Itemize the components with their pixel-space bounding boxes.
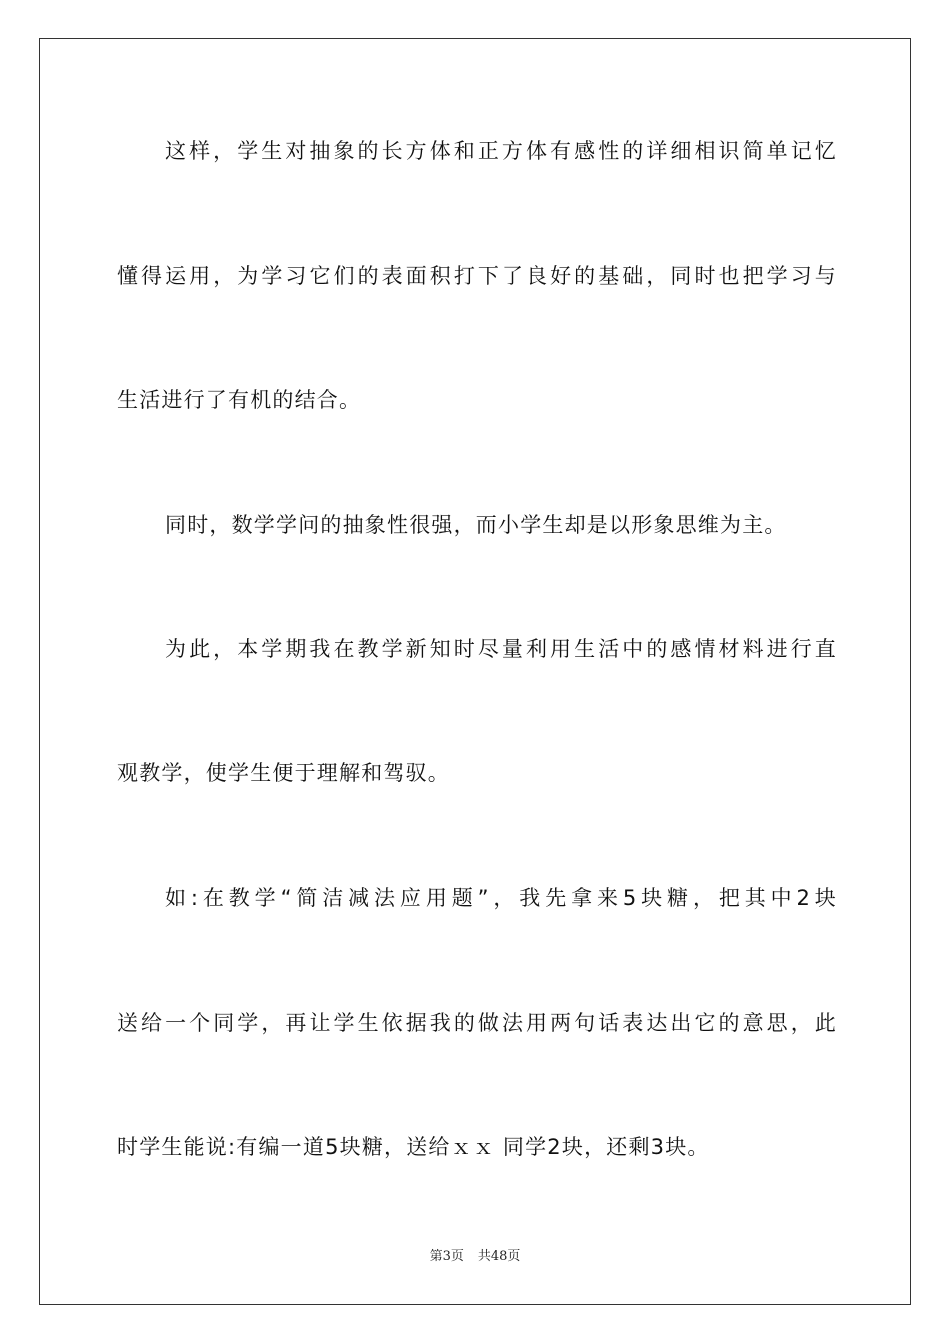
total-pages: 共48页 — [477, 1249, 521, 1264]
page-border — [39, 38, 911, 1305]
paragraph-4-line-1: 如:在教学“简洁减法应用题”，我先拿来5块糖，把其中2块 — [165, 886, 837, 910]
page-number: 第3页 — [429, 1249, 464, 1264]
paragraph-4-line-3: 时学生能说:有编一道5块糖，送给ｘｘ 同学2块，还剩3块。 — [117, 1135, 710, 1159]
paragraph-1-line-2: 懂得运用，为学习它们的表面积打下了良好的基础，同时也把学习与 — [117, 264, 837, 288]
page-footer — [0, 1248, 950, 1266]
paragraph-4-line-2: 送给一个同学，再让学生依据我的做法用两句话表达出它的意思，此 — [117, 1011, 837, 1035]
paragraph-3-line-1: 为此，本学期我在教学新知时尽量利用生活中的感情材料进行直 — [165, 637, 837, 661]
paragraph-2-line-1: 同时，数学学问的抽象性很强，而小学生却是以形象思维为主。 — [165, 513, 787, 537]
paragraph-1-line-1: 这样，学生对抽象的长方体和正方体有感性的详细相识简单记忆 — [165, 139, 837, 163]
paragraph-3-line-2: 观教学，使学生便于理解和驾驭。 — [117, 761, 450, 785]
paragraph-1-line-3: 生活进行了有机的结合。 — [117, 388, 362, 412]
